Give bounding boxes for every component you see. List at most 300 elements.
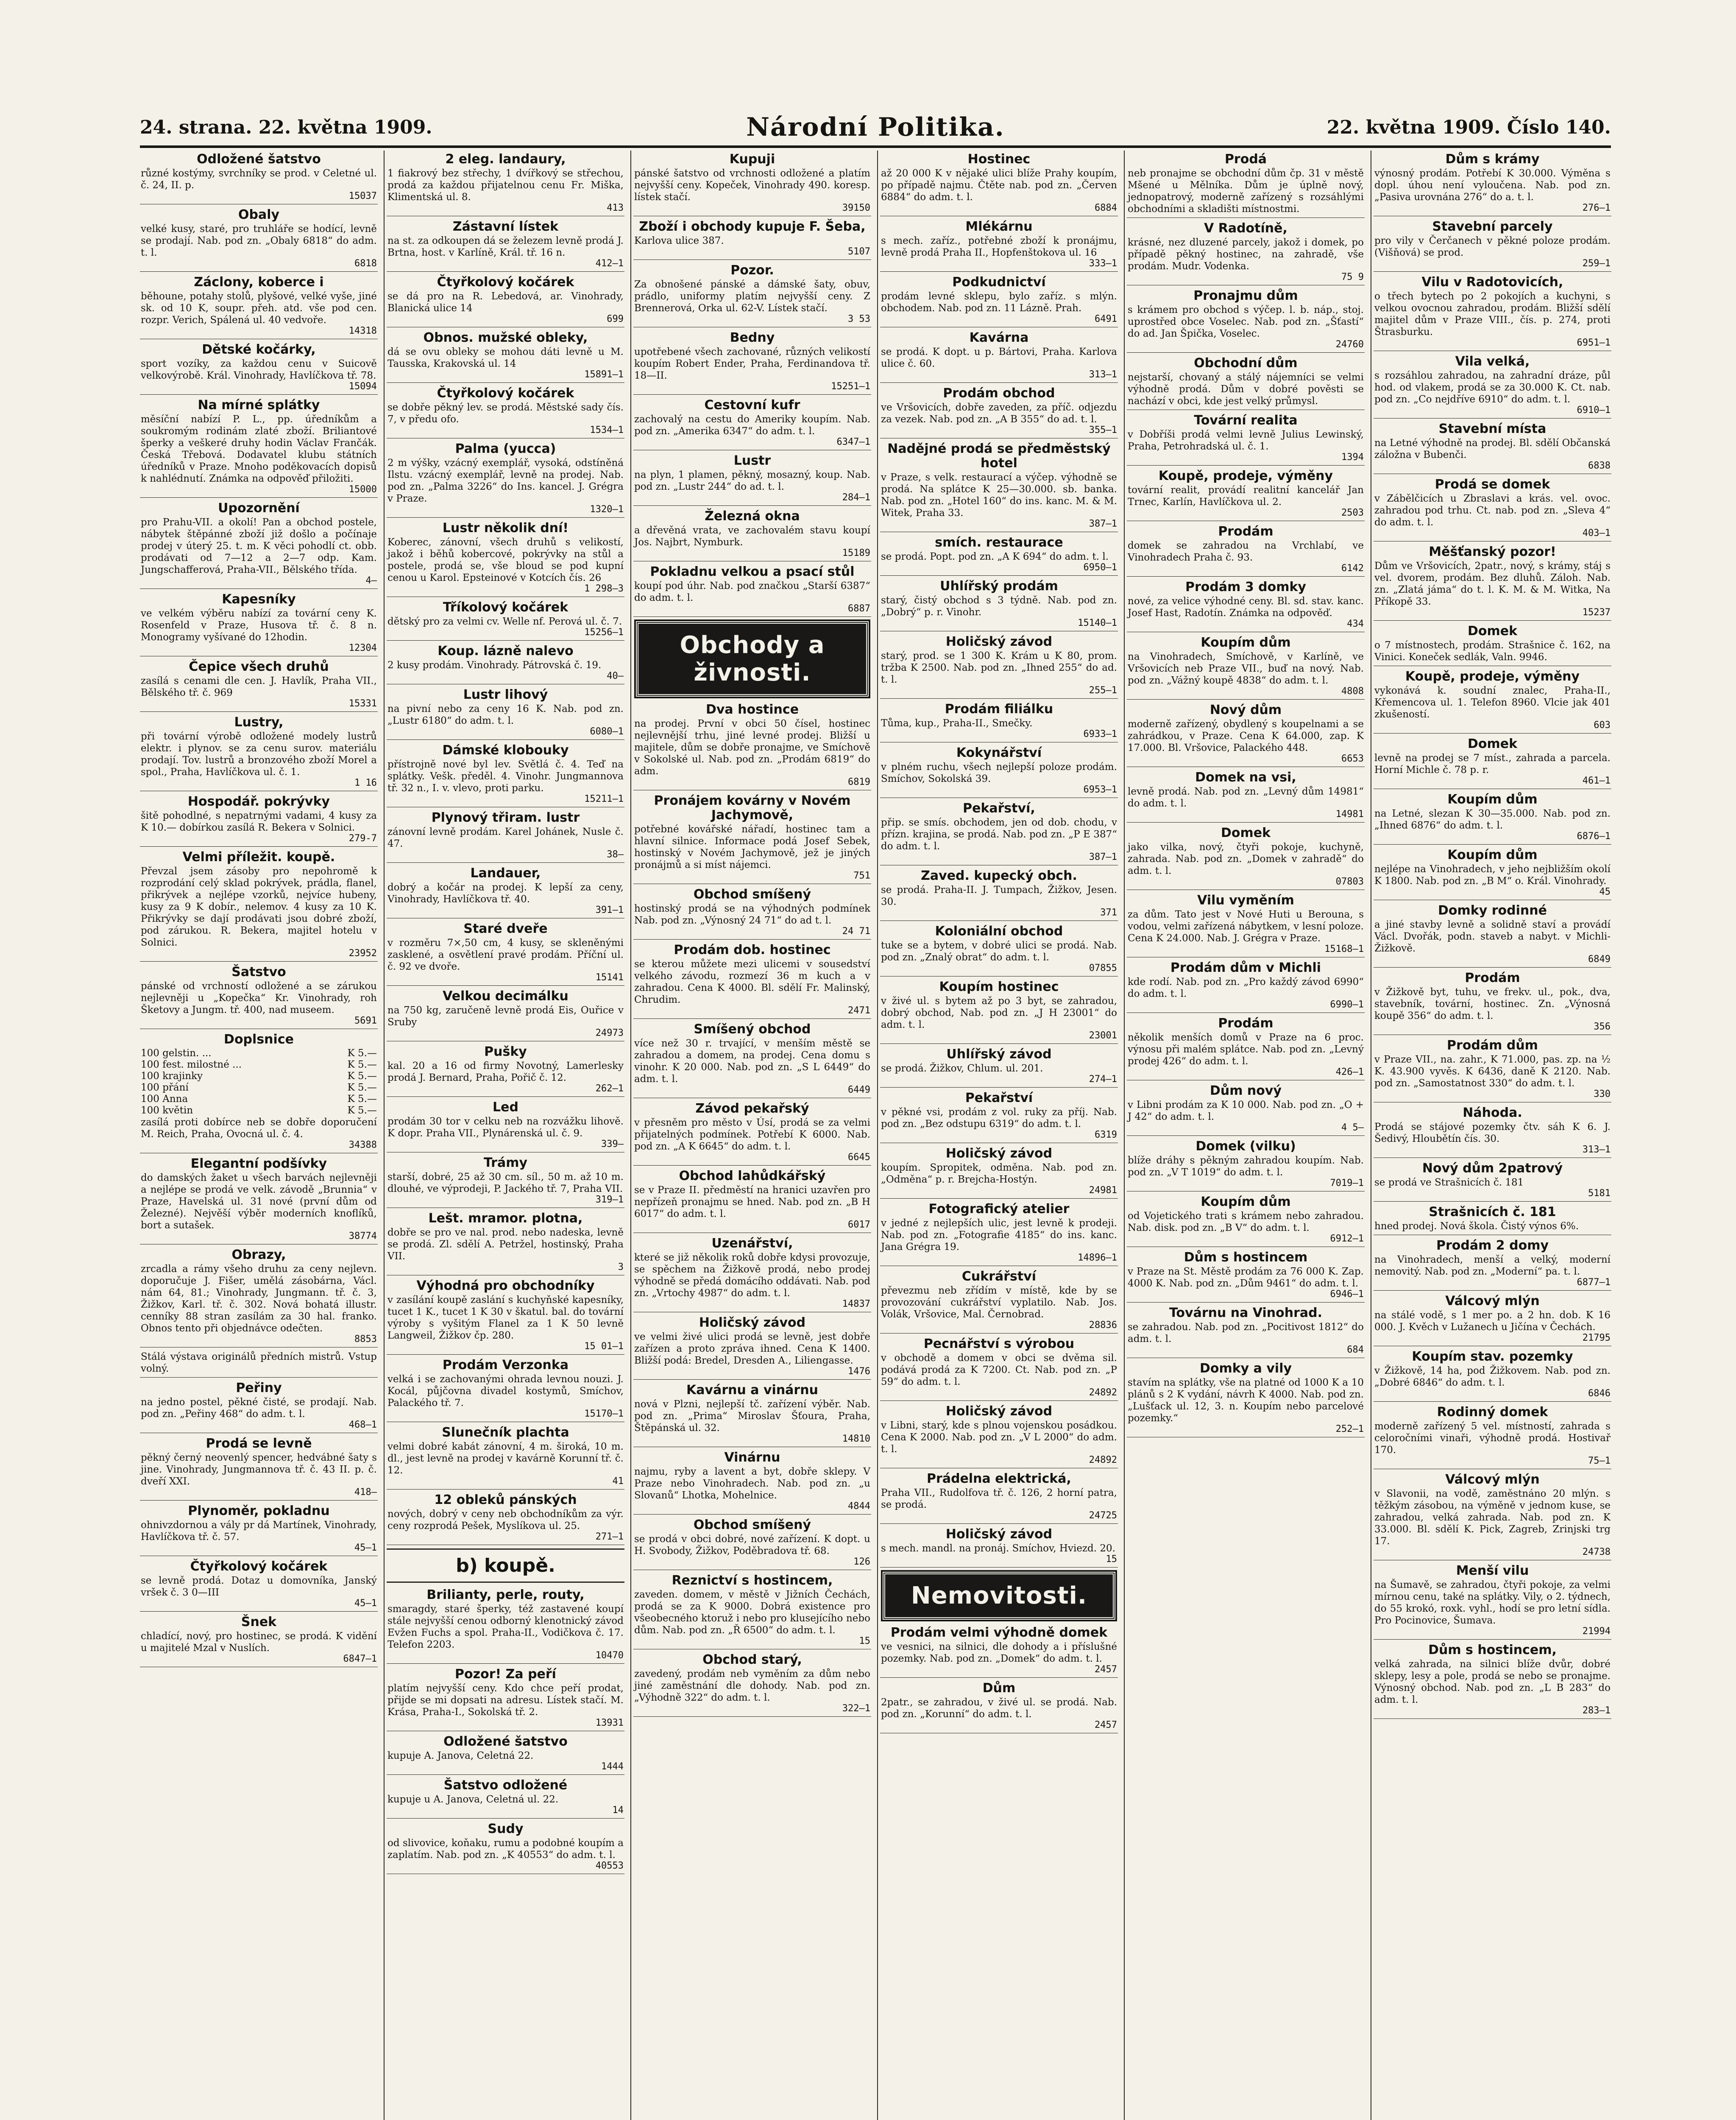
- classified-ad: [633, 1021, 871, 1098]
- classified-ad: [387, 642, 624, 684]
- ad-headline: Lustr několik dní!: [442, 521, 569, 536]
- classified-ad: [140, 206, 378, 272]
- classified-ad: [387, 1099, 624, 1152]
- classified-ad: [633, 1167, 871, 1233]
- ad-headline: Odložené šatstvo: [443, 1734, 568, 1749]
- ad-headline: Pekařství: [965, 1091, 1033, 1105]
- classified-ad: [1127, 824, 1365, 890]
- ad-body: několik menších domů v Praze na 6 proc. výnosu při malém splátce. Nab. pod zn. „Levný prodej 426“ do adm. t. l.: [1128, 1032, 1364, 1067]
- ad-reference-number: 356: [1594, 1021, 1611, 1032]
- ad-body: nová v Plzni, nejlepší tč. zařízení výběr. Nab. pod zn. „Prima“ Miroslav Šťoura, Praha, Štěpánská ul. 32.: [634, 1399, 870, 1434]
- ad-headline: Lustr lihový: [463, 687, 548, 702]
- ad-body: se prodá. Žižkov, Chlum. ul. 201.: [881, 1063, 1043, 1074]
- ad-headline: Pozor.: [730, 263, 774, 278]
- ad-headline: Prodá se domek: [1435, 477, 1550, 492]
- ad-reference-number: 276—1: [1582, 203, 1611, 213]
- ad-body: stavím na splátky, vše na platné od 1000 K a 10 plánů s 2 K vydání, návrh K 4000. Nab. pod zn. „Lušťack ul. 12, 3. n. Koupím nebo parcelové pozemky.“: [1128, 1377, 1364, 1424]
- ad-body: zavedený, prodám neb vyměním za dům nebo jiné zaměstnání dle dohody. Nab. pod zn. „Výhodně 322“ do adm. t. l.: [634, 1668, 870, 1703]
- ad-reference-number: 41: [612, 1476, 624, 1487]
- ad-headline: Domky rodinné: [1438, 903, 1547, 918]
- ad-headline: Záclony, koberce i: [194, 275, 324, 290]
- ad-body: v Dobříši prodá velmi levně Julius Lewinský, Praha, Petrohradská ul. č. 1.: [1128, 429, 1364, 452]
- ad-headline: Prodám velmi výhodně domek: [890, 1625, 1108, 1640]
- ad-body: vykonává k. soudní znalec, Praha-II., Křemencova ul. 1. Telefon 8960. Vlcie jak 401 zkušeností.: [1374, 685, 1611, 720]
- price-value: K 5.—: [347, 1093, 377, 1105]
- ad-headline: Sudy: [488, 1822, 524, 1836]
- classified-ad: [1127, 769, 1365, 823]
- classified-ad: [140, 499, 378, 589]
- ad-body: které se již několik roků dobře kdysi provozuje, se spěchem na Žižkově prodá, nebo prodej výhodně se předá domácího oddávati. Nab. pod zn. „Vrtochy 4987“ do adm. t. l.: [634, 1252, 870, 1299]
- ad-body: na 750 kg, zaručeně levně prodá Eis, Ouřice v Sruby: [387, 1005, 624, 1028]
- ad-reference-number: 15141: [595, 972, 624, 983]
- classified-ad: [387, 742, 624, 807]
- ad-body: více než 30 r. trvající, v menším městě se zahradou a domem, na prodej. Cena domu s vinohr. K 20 000. Nab. pod zn. „S L 6449“ do adm. t. l.: [634, 1038, 870, 1085]
- classified-ad: [140, 1031, 378, 1153]
- classified-ad: [1374, 1160, 1611, 1202]
- ad-reference-number: 751: [853, 870, 870, 881]
- price-item: 100 Anna: [141, 1093, 188, 1105]
- ad-headline: Prodá se levně: [206, 1436, 312, 1451]
- ad-reference-number: 6847—1: [343, 1654, 377, 1664]
- ad-reference-number: 15000: [348, 484, 377, 495]
- column-rule: [384, 151, 385, 2120]
- ad-reference-number: 38774: [348, 1231, 377, 1241]
- ad-body: v plném ruchu, všech nejlepší poloze prodám. Smíchov, Sokolská 39.: [881, 762, 1117, 784]
- ad-headline: Podkudnictví: [952, 275, 1046, 290]
- ad-reference-number: 15189: [842, 548, 870, 558]
- price-item: 100 fest. milostné ...: [141, 1059, 242, 1070]
- ad-body: se prodá. K dopt. u p. Bártovi, Praha. Karlova ulice č. 60.: [881, 346, 1117, 369]
- ad-headline: Válcový mlýn: [1445, 1472, 1540, 1487]
- ad-headline: Trámy: [483, 1155, 528, 1170]
- ad-headline: Nový dům: [1209, 703, 1282, 717]
- ad-headline: Válcový mlýn: [1445, 1294, 1540, 1308]
- classified-ad: [1374, 735, 1611, 789]
- classified-ad: [1127, 1193, 1365, 1247]
- ad-body: kupuje A. Janova, Celetná 22.: [387, 1750, 534, 1761]
- ad-headline: Domek: [1467, 736, 1518, 751]
- classified-ad: [633, 218, 871, 260]
- ad-body: smaragdy, staré šperky, též zastavené koupí stále nejvyšší cenou odborný klenotnický závod Evžen Fuchs a spol. Praha-II., Vodičkova č. 17. Telefon 2203.: [387, 1604, 624, 1650]
- ad-headline: Tříkolový kočárek: [443, 600, 568, 615]
- ad-body: Za obnošené pánské a dámské šaty, obuv, prádlo, uniformy platím nejvyšší ceny. Z Brennerová, Orka ul. 62-V. Lístek stačí.: [634, 279, 870, 314]
- ad-body: v Praze na St. Městě prodám za 76 000 K. Zap. 4000 K. Nab. pod zn. „Dům 9461“ do adm. t. l.: [1128, 1266, 1364, 1289]
- ad-reference-number: 15331: [348, 698, 377, 709]
- classified-ad: [1127, 634, 1365, 700]
- ad-headline: Mlékárnu: [965, 219, 1033, 234]
- classified-ad: [633, 329, 871, 395]
- ad-headline: Domky a vily: [1199, 1361, 1292, 1376]
- ad-body: se prodá. Praha-II. J. Tumpach, Žižkov, Jesen. 30.: [881, 884, 1117, 907]
- ad-body: 2 m výšky, vzácný exemplář, vysoká, odstíněná Ilstu. vzácný exemplář, levně na prodej. Nab. pod zn. „Palma 3226“ do Ins. kancel. J. Grégra v Praze.: [387, 457, 624, 504]
- ad-headline: Strašnicích č. 181: [1429, 1205, 1556, 1219]
- issue-date-number: 22. května 1909. Číslo 140.: [1326, 117, 1611, 138]
- classified-ad: [1127, 892, 1365, 957]
- ad-body: převezmu neb zřídím v místě, kde by se provozování cukrářství vyplatilo. Nab. Jos. Volák, Vršovice, Mal. Černobrad.: [881, 1285, 1117, 1320]
- ad-headline: Domek: [1467, 624, 1518, 639]
- ad-body: starší, dobré, 25 až 30 cm. síl., 50 m. až 10 m. dlouhé, ve výprodeji, P. Jackého tř. 7, Praha VII.: [387, 1172, 624, 1194]
- ad-reference-number: 15170—1: [584, 1409, 624, 1419]
- ad-headline: Čtyřkolový kočárek: [437, 386, 574, 401]
- ad-reference-number: 6838: [1588, 460, 1611, 471]
- ad-body: zánovní levně prodám. Karel Johánek, Nusle č. 47.: [387, 826, 624, 849]
- ad-reference-number: 6953—1: [1083, 784, 1117, 795]
- price-value: K 5.—: [347, 1048, 377, 1059]
- classified-ad: [1374, 353, 1611, 418]
- ad-body: dobrý a kočár na prodej. K lepší za ceny, Vinohrady, Havlíčkova tř. 40.: [387, 882, 624, 905]
- column-rule: [877, 151, 878, 2120]
- ad-body: dobře se pro ve nal. prod. nebo nadeska, levně se prodá. Zl. sdělí A. Petržel, hostinský, Praha VII.: [387, 1227, 624, 1262]
- ad-reference-number: 6950—1: [1083, 562, 1117, 573]
- ad-body: kal. 20 a 16 od firmy Novotný, Lamerlesky prodá J. Bernard, Praha, Pořič č. 12.: [387, 1060, 624, 1083]
- ad-reference-number: 15094: [348, 381, 377, 392]
- ad-headline: Dětské kočárky,: [202, 342, 316, 357]
- ad-body: starý, prod. se 1 300 K. Krám u K 80, prom. tržba K 2500. Nab. pod zn. „Ihned 255“ do ad. t. l.: [881, 650, 1117, 685]
- classified-ad: [387, 1777, 624, 1819]
- ad-reference-number: 1534—1: [590, 425, 624, 435]
- ad-headline: Vinárnu: [724, 1450, 780, 1465]
- ad-body: v Praze, s velk. restaurací a výčep. výhodně se prodá. Na splátce K 25—30.000. sb. banka. Nab. pod zn. „Hotel 160“ do ins. kanc. M. & M. Witek, Praha 33.: [881, 472, 1117, 519]
- column-3: [633, 151, 871, 2120]
- classified-ad: [1127, 467, 1365, 521]
- classified-ad: [1374, 1403, 1611, 1469]
- ad-reference-number: 14837: [842, 1299, 870, 1309]
- ad-headline: 2 eleg. landaury,: [445, 152, 566, 167]
- classified-ad: [1127, 412, 1365, 466]
- ad-reference-number: 6846: [1588, 1388, 1611, 1399]
- column-rule: [1124, 151, 1125, 2120]
- ad-body: moderně zařízený, obydlený s koupelnami a se zahrádkou, v Praze. Cena K 64.000, zap. K 17.000. Bl. Vršovice, Palackého 448.: [1128, 719, 1364, 753]
- ad-body: jako vilka, nový, čtyři pokoje, kuchyně, zahrada. Nab. pod zn. „Domek v zahradě“ do adm. t. l.: [1128, 842, 1364, 876]
- ad-reference-number: 6876—1: [1577, 831, 1611, 842]
- ad-body: od slivovice, koňaku, rumu a podobné koupím a zaplatím. Nab. pod zn. „K 40553“ do adm. t. l.: [387, 1838, 624, 1861]
- section-heading: b) koupě.: [387, 1548, 624, 1583]
- classified-ad: [880, 867, 1118, 921]
- ad-reference-number: 15037: [348, 191, 377, 201]
- classified-ad: [140, 963, 378, 1029]
- ad-body: blíže dráhy s pěkným zahradou koupím. Nab. pod zn. „V T 1019“ do adm. t. l.: [1128, 1155, 1364, 1178]
- classified-ad: [140, 1613, 378, 1667]
- ad-reference-number: 15: [859, 1636, 870, 1646]
- classified-ad: [633, 396, 871, 450]
- ad-headline: Reznictví s hostincem,: [672, 1573, 833, 1588]
- classified-ad: [880, 1145, 1118, 1199]
- ad-body: běhoune, potahy stolů, plyšové, velké vyše, jiné sk. od 10 K, soupr. přeh. atd. vše pod cen. rozpr. Verich, Spálená ul. 40 vedvoře.: [141, 291, 377, 326]
- classified-ad: [633, 886, 871, 940]
- price-row: [141, 1082, 377, 1093]
- ad-reference-number: 15 01—1: [584, 1341, 624, 1352]
- classified-ad: [387, 1733, 624, 1775]
- ad-headline: Obchod lahůdkářský: [679, 1169, 826, 1183]
- ad-body: nových, dobrý v ceny neb obchodníkům za výr. ceny rozprodá Pešek, Myslíkova ul. 25.: [387, 1509, 624, 1531]
- price-value: K 5.—: [347, 1059, 377, 1070]
- classified-ad: [1374, 543, 1611, 621]
- classified-ad: [880, 151, 1118, 216]
- ad-body: na jedno postel, pěkné čisté, se prodají. Nab. pod zn. „Peřiny 468“ do adm. t. l.: [141, 1397, 377, 1420]
- price-row: [141, 1105, 377, 1116]
- ad-headline: Vilu v Radotovicích,: [1421, 275, 1563, 290]
- ad-headline: Obchodní dům: [1194, 356, 1298, 371]
- ad-reference-number: 684: [1347, 1345, 1364, 1355]
- classified-ad: [387, 1491, 624, 1545]
- ad-body: do damských žaket u všech barvách nejlevněji a nejlépe se prodá ve velk. závodě „Brunnia“ v Praze, Havelská ul. 31 nové (první dům od Železné). Nejvěší výběr moderních knoflíků, bort a sutašek.: [141, 1172, 377, 1231]
- classified-ad: [387, 599, 624, 641]
- ad-body: prodám levné sklepu, bylo zaříz. s mlýn. obchodem. Nab. pod zn. 11 Lázně. Prah.: [881, 291, 1117, 314]
- ad-reference-number: 10470: [595, 1650, 624, 1661]
- ad-body: zaveden. domem, v městě v Jižních Čechách, prodá se za K 9000. Dobrá existence pro všeobecného ktoruž i nebo pro klusejícího nebo dům. Nab. pod zn. „Ř 6500“ do adm. t. l.: [634, 1589, 870, 1636]
- ad-body: pánské šatstvo od vrchnosti odložené a platím nejvyšší ceny. Kopeček, Vinohrady 490. koresp. lístek stačí.: [634, 168, 870, 203]
- ad-headline: Velmi příležit. koupě.: [182, 850, 335, 865]
- classified-ad: [387, 1586, 624, 1664]
- ad-body: o třech bytech po 2 pokojích a kuchyni, s velkou ovocnou zahradou, prodám. Bližší sdělí majitel dům v Praze VIII., čís. p. 274, proti Štrasburku.: [1374, 291, 1611, 338]
- classified-ad: [633, 151, 871, 216]
- classified-ad: [387, 686, 624, 740]
- ad-reference-number: 271—1: [595, 1531, 624, 1542]
- ad-body: tuke se a bytem, v dobré ulici se prodá. Nab. pod zn. „Znalý obrat“ do adm. t. l.: [881, 940, 1117, 963]
- ad-body: pro Prahu-VII. a okolí! Pan a obchod postele, nábytek štěpánné zboží již došlo a počínaje prodej v úterý 25. t. m. K věci pohodlí ct. obb. prodávati od 7—12 a 2—7 odp. Kam. Jungschafferová, Praha-VII., Bělského třída.: [141, 517, 377, 575]
- ad-reference-number: 6347—1: [836, 437, 870, 447]
- ad-reference-number: 24981: [1089, 1185, 1117, 1196]
- ad-reference-number: 391—1: [595, 905, 624, 915]
- ad-headline: Holičský závod: [945, 1404, 1053, 1419]
- ad-body: s rozsáhlou zahradou, na zahradní dráze, půl hod. od vlakem, prodá se za 30.000 K. Ct. nab. pod zn. „Co nejdříve 6910“ do adm. t. l.: [1374, 370, 1611, 405]
- ad-headline: Na mírné splátky: [198, 398, 320, 413]
- classified-ad: [880, 633, 1118, 699]
- price-row: [141, 1048, 377, 1059]
- classified-ad: [140, 273, 378, 339]
- ad-reference-number: 6951—1: [1577, 338, 1611, 348]
- classified-ad: [880, 744, 1118, 798]
- ad-headline: Odložené šatstvo: [197, 152, 321, 167]
- ad-headline: Palma (yucca): [455, 441, 556, 456]
- ad-headline: Kavárna: [969, 330, 1029, 345]
- ad-headline: Plynoměr, pokladnu: [188, 1504, 330, 1518]
- ad-reference-number: 6990—1: [1330, 999, 1364, 1010]
- ad-headline: Šnek: [241, 1615, 277, 1629]
- classified-ad: [1127, 151, 1365, 218]
- ad-headline: Koloniální obchod: [935, 924, 1063, 939]
- price-value: K 5.—: [347, 1071, 377, 1082]
- classified-ad: [387, 385, 624, 438]
- ad-body: zasílá proti dobírce neb se dobře doporučení M. Reich, Praha, Ovocná ul. č. 4.: [141, 1117, 377, 1140]
- ad-body: 2 kusy prodám. Vinohrady. Pátrovská č. 19.: [387, 660, 602, 671]
- ad-reference-number: 1394: [1341, 452, 1364, 463]
- ad-headline: Pušky: [484, 1044, 527, 1059]
- ad-reference-number: 387—1: [1089, 519, 1117, 529]
- classified-ad: [880, 923, 1118, 976]
- ad-headline: Zaved. kupecký obch.: [921, 868, 1077, 883]
- ad-reference-number: 403—1: [1582, 528, 1611, 538]
- classified-ad: [387, 151, 624, 216]
- ad-reference-number: 45—1: [354, 1543, 377, 1553]
- classified-ad: [633, 1516, 871, 1570]
- ad-reference-number: 45: [1599, 887, 1611, 897]
- ad-reference-number: 279-7: [348, 833, 377, 844]
- classified-ad: [140, 1379, 378, 1433]
- ad-reference-number: 4844: [848, 1501, 870, 1512]
- ad-headline: Nový dům 2patrový: [1422, 1161, 1563, 1176]
- ad-headline: Šatstvo odložené: [443, 1778, 568, 1793]
- ad-reference-number: 6887: [848, 603, 870, 614]
- ad-headline: Bedny: [730, 330, 775, 345]
- ad-reference-number: 4—: [365, 575, 377, 586]
- ad-headline: Tovární realita: [1194, 413, 1298, 428]
- classified-ad: [880, 1268, 1118, 1333]
- ad-body: se dobře pěkný lev. se prodá. Městské sady čís. 7, v předu ofo.: [387, 402, 624, 425]
- classified-ad: [1127, 220, 1365, 285]
- ad-reference-number: 8853: [354, 1334, 377, 1345]
- ad-reference-number: 15168—1: [1324, 944, 1364, 954]
- ad-reference-number: 434: [1347, 619, 1364, 629]
- classified-ad: [1374, 902, 1611, 968]
- ad-body: v Libni prodám za K 10 000. Nab. pod zn. „O + J 42“ do adm. t. l.: [1128, 1099, 1364, 1122]
- ad-body: o 7 místnostech, prodám. Strašnice č. 162, na Vinici. Koneček sedlák, Valn. 9946.: [1374, 640, 1611, 663]
- classified-ad: [140, 151, 378, 204]
- ad-headline: Prodám dob. hostinec: [674, 943, 831, 957]
- ad-body: starý, čistý obchod s 3 týdně. Nab. pod zn. „Dobrý“ p. r. Vinohr.: [881, 595, 1117, 618]
- ad-body: Karlova ulice 387.: [634, 235, 724, 246]
- ad-reference-number: 21795: [1582, 1333, 1611, 1343]
- ad-body: levně na prodej se 7 míst., zahrada a parcela. Horní Michle č. 78 p. r.: [1374, 753, 1611, 775]
- ad-headline: Továrnu na Vinohrad.: [1169, 1305, 1323, 1320]
- ad-headline: Staré dveře: [463, 921, 548, 936]
- ad-reference-number: 75 9: [1341, 272, 1364, 282]
- ad-reference-number: 3 53: [848, 314, 870, 324]
- classified-ad: [1127, 1138, 1365, 1191]
- classified-ad: [1374, 1203, 1611, 1235]
- ad-body: se v Praze II. předměstí na hranici uzavřen pro nepřízeň pronajmu se hned. Nab. pod zn. „B H 6017“ do adm. t. l.: [634, 1185, 870, 1219]
- classified-ad: [880, 1679, 1118, 1733]
- ad-headline: Hospodář. pokrývky: [187, 794, 330, 809]
- ad-headline: Slunečník plachta: [442, 1425, 569, 1440]
- column-1: [140, 151, 378, 2120]
- ad-body: neb pronajme se obchodní dům čp. 31 v městě Mšené u Mělníka. Dům je úplně nový, jednopatrový, moderně zařízený s rozsáhlými obchodními a skladišti místnostmi.: [1128, 168, 1364, 215]
- ad-body: zasílá s cenami dle cen. J. Havlík, Praha VII., Bělského tř. č. 969: [141, 675, 377, 698]
- ad-reference-number: 6449: [848, 1085, 870, 1095]
- ad-headline: Dámské klobouky: [442, 743, 569, 758]
- ad-body: velká i se zachovanými ohrada levnou nouzi. J. Kocál, půjčovna divadel kostymů, Smíchov, Palackého tř. 7.: [387, 1374, 624, 1409]
- classified-ad: [140, 658, 378, 712]
- classified-ad: [633, 452, 871, 506]
- ad-headline: Pronájem kovárny v Novém Jachymově,: [654, 793, 851, 823]
- column-5: [1127, 151, 1365, 2120]
- ad-body: a dřevěná vrata, ve zachovalém stavu koupí Jos. Najbrt, Nymburk.: [634, 525, 870, 548]
- ad-reference-number: 6319: [1095, 1130, 1117, 1140]
- ad-reference-number: 1 298—3: [584, 583, 624, 594]
- ad-body: se kterou můžete mezi ulicemi v sousedství velkého závodu, rozmezí 36 m kuch a v zahradou. Cena K 4000. Bl. sdělí Fr. Malinský, Chrudim.: [634, 959, 870, 1005]
- ad-body: v pěkné vsi, prodám z vol. ruky za příj. Nab. pod zn. „Bez odstupu 6319“ do adm. t. l.: [881, 1107, 1117, 1130]
- ad-reference-number: 14896—1: [1078, 1252, 1117, 1263]
- ad-body: nejlépe na Vinohradech, v jeho nejbližším okolí K 1800. Nab. pod zn. „B M“ o. Král. Vinohrady.: [1374, 864, 1611, 887]
- ad-body: upotřebené všech zachované, různých velikostí koupím Robert Ender, Praha, Ferdinandova tř. 18—II.: [634, 346, 870, 381]
- ad-body: se prodá v obci dobré, nové zařízení. K dopt. u H. Svobody, Žižkov, Poděbradova tř. 68.: [634, 1534, 870, 1557]
- classified-ad: [1374, 151, 1611, 216]
- ad-headline: Zboží i obchody kupuje F. Šeba,: [639, 219, 866, 234]
- ad-reference-number: 07803: [1335, 876, 1364, 887]
- ad-headline: Smíšený obchod: [694, 1022, 811, 1037]
- ad-headline: Prodám: [1465, 971, 1520, 985]
- classified-ad: [633, 792, 871, 884]
- classified-ad: [1127, 523, 1365, 577]
- ad-headline: Prodám: [1218, 1016, 1273, 1031]
- masthead-title: Národní Politika.: [746, 112, 1005, 142]
- classified-ad: [633, 941, 871, 1019]
- ad-headline: Prodá: [1224, 152, 1267, 167]
- ad-reference-number: 6849: [1588, 954, 1611, 965]
- classified-ad: [1127, 354, 1365, 410]
- ad-reference-number: 339—: [601, 1139, 624, 1149]
- classified-ad: [1374, 1348, 1611, 1402]
- ad-headline: 12 obleků pánských: [434, 1492, 577, 1507]
- ad-headline: Prodám 3 domky: [1185, 580, 1306, 594]
- ad-headline: Domek: [1220, 826, 1271, 840]
- ad-headline: Obchod starý,: [702, 1652, 802, 1667]
- ad-reference-number: 313—1: [1582, 1144, 1611, 1155]
- classified-ad: [880, 1470, 1118, 1524]
- ad-body: v Žižkově byt, tuhu, ve frekv. ul., pok., dva, stavebník, tovární, hostinec. Zn. „Výnosná koupě 356“ do adm. t. l.: [1374, 987, 1611, 1021]
- ad-headline: Vilu vyměním: [1197, 893, 1294, 908]
- ad-body: tovární realit, provádí realitní kancelář Jan Trnec, Karlín, Havlíčkova ul. 2.: [1128, 485, 1364, 508]
- classified-ad: [387, 865, 624, 918]
- classified-ad: [880, 800, 1118, 865]
- classified-ad: [387, 920, 624, 986]
- classified-ad: [880, 385, 1118, 438]
- ad-reference-number: 6653: [1341, 753, 1364, 764]
- classified-ad: [140, 341, 378, 395]
- ad-body: při tovární výrobě odložené modely lustrů elektr. i plynov. se za cenu surov. materiálu prodají. Tov. lustrů a bronzového zboží Morel a spol., Praha, Havlíčkova ul. č. 1.: [141, 731, 377, 778]
- ad-headline: Lustr: [733, 453, 771, 468]
- ad-body: velké kusy, staré, pro truhláře se hodící, levně se prodají. Nab. pod zn. „Obaly 6818“ do adm. t. l.: [141, 223, 377, 258]
- price-item: 100 krajinky: [141, 1071, 203, 1082]
- ad-reference-number: 28836: [1089, 1320, 1117, 1331]
- classified-ad: [140, 396, 378, 498]
- ad-reference-number: 5691: [354, 1015, 377, 1026]
- ad-body: přip. se smís. obchodem, jen od dob. chodu, v přízn. krajina, se prodá. Nab. pod zn. „P E 387“ do adm. t. l.: [881, 817, 1117, 852]
- classified-ad: [1127, 578, 1365, 632]
- classified-ad: [633, 1572, 871, 1649]
- ad-body: ve vesnici, na silnici, dle dohody a i příslušné pozemky. Nab. pod zn. „Domek“ do adm. t. l.: [881, 1641, 1117, 1664]
- classified-ad: [1374, 969, 1611, 1035]
- price-item: 100 květin: [141, 1105, 193, 1116]
- ad-headline: Cestovní kufr: [704, 398, 800, 413]
- classified-ad: [1374, 1641, 1611, 1719]
- ad-headline: Velkou decimálku: [443, 989, 568, 1004]
- ad-body: koupím. Spropitek, odměna. Nab. pod zn. „Odměna“ p. r. Brejcha-Hostýn.: [881, 1162, 1117, 1185]
- ad-headline: Holičský závod: [945, 1527, 1053, 1542]
- ad-reference-number: 12304: [348, 643, 377, 653]
- ad-headline: Výhodná pro obchodníky: [416, 1278, 595, 1293]
- ad-reference-number: 259—1: [1582, 258, 1611, 269]
- ad-headline: Upozornění: [218, 501, 300, 516]
- ad-headline: Rodinný domek: [1437, 1405, 1548, 1420]
- ad-body: různé kostýmy, svrchníky se prod. v Celetné ul. č. 24, II. p.: [141, 168, 377, 191]
- classified-ad: [1127, 1360, 1365, 1437]
- ad-reference-number: 413: [607, 203, 624, 213]
- ad-reference-number: 6491: [1095, 314, 1117, 324]
- ad-body: na plyn, 1 plamen, pěkný, mosazný, koup. Nab. pod zn. „Lustr 244“ do ad. t. l.: [634, 469, 870, 492]
- classified-ad: [1374, 622, 1611, 666]
- ad-headline: Koupě, prodeje, výměny: [1405, 669, 1580, 684]
- classified-ad: [1374, 420, 1611, 474]
- ad-reference-number: 24892: [1089, 1455, 1117, 1465]
- ad-headline: Měšťanský pozor!: [1429, 544, 1556, 559]
- ad-reference-number: 6818: [354, 258, 377, 269]
- ad-body: v Zábělčicích u Zbraslavi a krás. vel. ovoc. zahradou pod trhu. Ct. nab. pod zn. „Sleva 4“ do adm. t. l.: [1374, 493, 1611, 528]
- ad-headline: Uzenářství,: [711, 1236, 793, 1251]
- ad-body: se prodá ve Strašnicích č. 181: [1374, 1177, 1524, 1188]
- ad-body: levně prodá. Nab. pod zn. „Levný dům 14981“ do adm. t. l.: [1128, 786, 1364, 809]
- ad-body: Prodá se stájové pozemky čtv. sáh K 6. J. Šedivý, Hloubětín čís. 30.: [1374, 1121, 1611, 1144]
